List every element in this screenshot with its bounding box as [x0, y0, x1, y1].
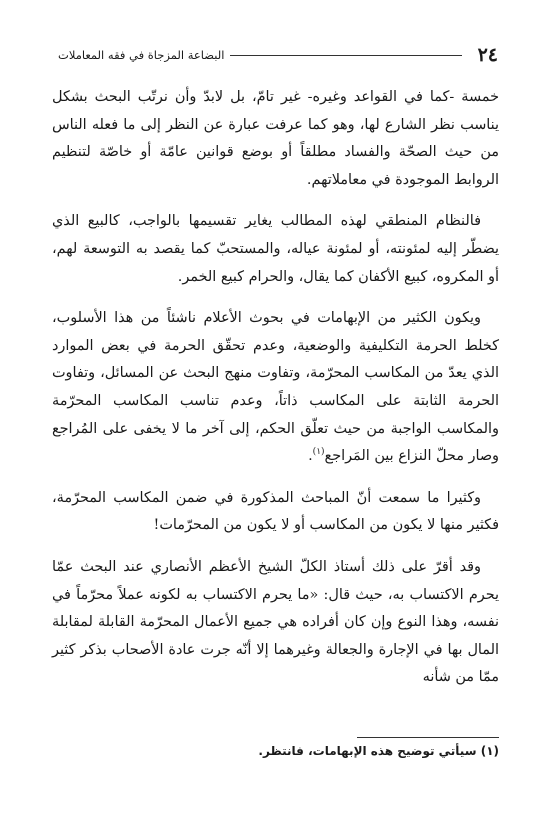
paragraph: وقد أقرّ على ذلك أستاذ الكلّ الشيخ الأعظم الأنصاري عند البحث عمّا يحرم الاكتساب به، حيث قال: «ما يحرم الاكتساب به لكونه عملاً محرّماً في نفسه، وهذا النوع وإن كان أفراده هي جميع الأعمال المحرّمة القابلة لمقابلة المال بها في الإجارة والجعالة وغيرهما إلا أنّه جرت عادة الأصحاب بذكر كثير ممّا من شأنه — [52, 558, 499, 686]
page-header — [58, 42, 498, 68]
paragraph-text: ويكون الكثير من الإبهامات في بحوث الأعلام ناشئاً من هذا الأسلوب، كخلط الحرمة التكليفية والوضعية، وعدم تحقّق الحرمة في بعض الموارد الذي يعدّ من المكاسب المحرّمة، وتفاوت منهج البحث عن المسائل، وتفاوت الحرمة الثابتة على المكاسب ذاتاً، وعدم تناسب المكاسب المحرّمة والمكاسب الواجبة من حيث تعلّق الحكم، إلى آخر ما لا يخفى على المُراجع وصار محلّ النزاع بين المَراجع — [52, 310, 499, 465]
paragraph: ويكون الكثير من الإبهامات في بحوث الأعلام ناشئاً من هذا الأسلوب، كخلط الحرمة التكليفية والوضعية، وعدم تحقّق الحرمة في بعض الموارد الذي يعدّ من المكاسب المحرّمة، وتفاوت منهج البحث عن المسائل، وتفاوت الحرمة الثابتة على المكاسب ذاتاً، وعدم تناسب المكاسب المحرّمة والمكاسب الواجبة من حيث تعلّق الحكم، إلى آخر ما لا يخفى على المُراجع وصار محلّ النزاع بين المَراجع$^{(١)}$. — [52, 310, 499, 465]
page-number: ٢٤ — [477, 44, 498, 66]
paragraph: خمسة -كما في القواعد وغيره- غير تامّ، بل لابدّ وأن نرتّب البحث بشكل يناسب نظر الشارع لها، وهو كما عرفت عبارة عن النظر إلى ما فعله الناس من حيث الصحّة والفساد مطلقاً أو بوضع قوانين عامّة أو خاصّة لتنظيم الروابط الموجودة في معاملاتهم. — [52, 89, 499, 188]
footnote-rule — [357, 737, 499, 738]
footnote — [52, 744, 499, 758]
paragraph: فالنظام المنطقي لهذه المطالب يغاير تقسيمها بالواجب، كالبيع الذي يضطّر إليه لمئونته، أو لمئونة عياله، والمستحبّ كما يقصد به التوسعة لهم، أو المكروه، كبيع الأكفان كما يقال، والحرام كبيع الخمر. — [52, 213, 499, 285]
footnote-number: (١) — [480, 744, 499, 758]
body-text — [52, 84, 499, 706]
paragraph: وكثيرا ما سمعت أنّ المباحث المذكورة في ضمن المكاسب المحرّمة، فكثير منها لا يكون من المكاسب أو لا يكون من المحرّمات! — [52, 489, 499, 534]
footnote-text: سيأتي توضيح هذه الإبهامات، فانتظر. — [258, 744, 477, 758]
header-rule — [230, 55, 461, 56]
running-title: البضاعة المزجاة في فقه المعاملات — [58, 48, 225, 62]
footnote-marker: (١) — [312, 447, 325, 458]
